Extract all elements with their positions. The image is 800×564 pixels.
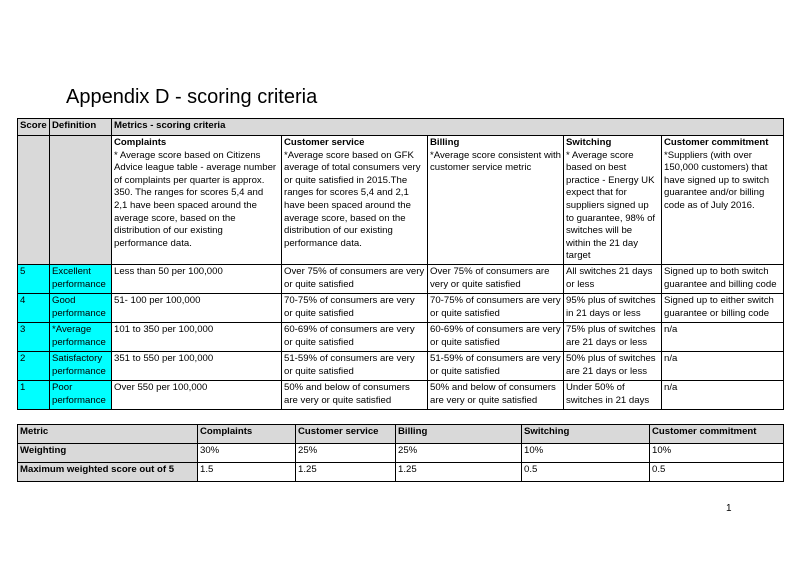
table-cell: All switches 21 days or less — [564, 264, 662, 293]
table-cell: n/a — [662, 351, 784, 380]
score-cell: 5 — [18, 264, 50, 293]
table-cell: Less than 50 per 100,000 — [112, 264, 282, 293]
empty-cell — [18, 136, 50, 265]
definition-cell: Poor performance — [50, 380, 112, 409]
table-cell: 50% and below of consumers are very or quite satisfied — [428, 380, 564, 409]
table-cell: Signed up to either switch guarantee or billing code — [662, 293, 784, 322]
table-cell: 10% — [650, 444, 784, 463]
metric-column-billing: Billing *Average score consistent with customer service metric — [428, 136, 564, 265]
weighting-header-row — [18, 425, 784, 444]
table-cell: 30% — [198, 444, 296, 463]
table-cell: 50% plus of switches are 21 days or less — [564, 351, 662, 380]
table-cell: 0.5 — [522, 463, 650, 482]
header-billing: Billing — [396, 425, 522, 444]
table-cell: n/a — [662, 322, 784, 351]
table-cell: Under 50% of switches in 21 days — [564, 380, 662, 409]
table-row — [18, 293, 784, 322]
table-cell: 51-59% of consumers are very or quite satisfied — [428, 351, 564, 380]
metric-description-row — [18, 136, 784, 265]
table-cell: 70-75% of consumers are very or quite satisfied — [428, 293, 564, 322]
metric-column-customer-service: Customer service *Average score based on GFK average of total consumers very or quite satisfied in 2015.The ranges for scores 5,4 and 2,1 have been spaced around the average score, based on the distribution of our existing performance data. — [282, 136, 428, 265]
score-cell: 2 — [18, 351, 50, 380]
table-cell: 10% — [522, 444, 650, 463]
row-label: Maximum weighted score out of 5 — [18, 463, 198, 482]
table-cell: 0.5 — [650, 463, 784, 482]
table-cell: 51- 100 per 100,000 — [112, 293, 282, 322]
table-cell: 60-69% of consumers are very or quite satisfied — [428, 322, 564, 351]
definition-cell: *Average performance — [50, 322, 112, 351]
table-cell: 101 to 350 per 100,000 — [112, 322, 282, 351]
table-cell: 75% plus of switches are 21 days or less — [564, 322, 662, 351]
table-row — [18, 444, 784, 463]
page-number: 1 — [726, 503, 732, 514]
header-metric: Metric — [18, 425, 198, 444]
header-metrics: Metrics - scoring criteria — [112, 119, 784, 136]
table-cell: Signed up to both switch guarantee and billing code — [662, 264, 784, 293]
header-complaints: Complaints — [198, 425, 296, 444]
metric-column-customer-commitment: Customer commitment *Suppliers (with over 150,000 customers) that have signed up to switch guarantee and/or billing code as of July 2016. — [662, 136, 784, 265]
table-cell: 1.25 — [396, 463, 522, 482]
header-switching: Switching — [522, 425, 650, 444]
table-cell: 51-59% of consumers are very or quite satisfied — [282, 351, 428, 380]
table-cell: 1.25 — [296, 463, 396, 482]
table-cell: 60-69% of consumers are very or quite satisfied — [282, 322, 428, 351]
table-cell: 95% plus of switches in 21 days or less — [564, 293, 662, 322]
header-score: Score — [18, 119, 50, 136]
table-cell: 25% — [296, 444, 396, 463]
metric-column-complaints: Complaints * Average score based on Citizens Advice league table - average number of complaints per quarter is approx. 350. The ranges for scores 5,4 and 2,1 have been spaced around the average score, based on the distribution of our existing performance data. — [112, 136, 282, 265]
table-cell: 25% — [396, 444, 522, 463]
table-cell: Over 75% of consumers are very or quite satisfied — [282, 264, 428, 293]
score-cell: 3 — [18, 322, 50, 351]
scoring-criteria-table — [17, 118, 784, 410]
table-row — [18, 264, 784, 293]
header-customer-commitment: Customer commitment — [650, 425, 784, 444]
table-cell: n/a — [662, 380, 784, 409]
empty-cell — [50, 136, 112, 265]
table-cell: 1.5 — [198, 463, 296, 482]
header-customer-service: Customer service — [296, 425, 396, 444]
table-row — [18, 380, 784, 409]
table-cell: Over 75% of consumers are very or quite satisfied — [428, 264, 564, 293]
table-cell: Over 550 per 100,000 — [112, 380, 282, 409]
table-cell: 351 to 550 per 100,000 — [112, 351, 282, 380]
row-label: Weighting — [18, 444, 198, 463]
table-row — [18, 322, 784, 351]
table-cell: 70-75% of consumers are very or quite satisfied — [282, 293, 428, 322]
header-definition: Definition — [50, 119, 112, 136]
table-header-row — [18, 119, 784, 136]
page-title: Appendix D - scoring criteria — [66, 86, 318, 108]
score-cell: 1 — [18, 380, 50, 409]
weighting-table — [17, 424, 784, 482]
definition-cell: Good performance — [50, 293, 112, 322]
table-cell: 50% and below of consumers are very or quite satisfied — [282, 380, 428, 409]
definition-cell: Satisfactory performance — [50, 351, 112, 380]
metric-column-switching: Switching * Average score based on best practice - Energy UK expect that for suppliers signed up to guarantee, 98% of switches will be within the 21 day target — [564, 136, 662, 265]
table-row — [18, 351, 784, 380]
definition-cell: Excellent performance — [50, 264, 112, 293]
table-row — [18, 463, 784, 482]
score-cell: 4 — [18, 293, 50, 322]
